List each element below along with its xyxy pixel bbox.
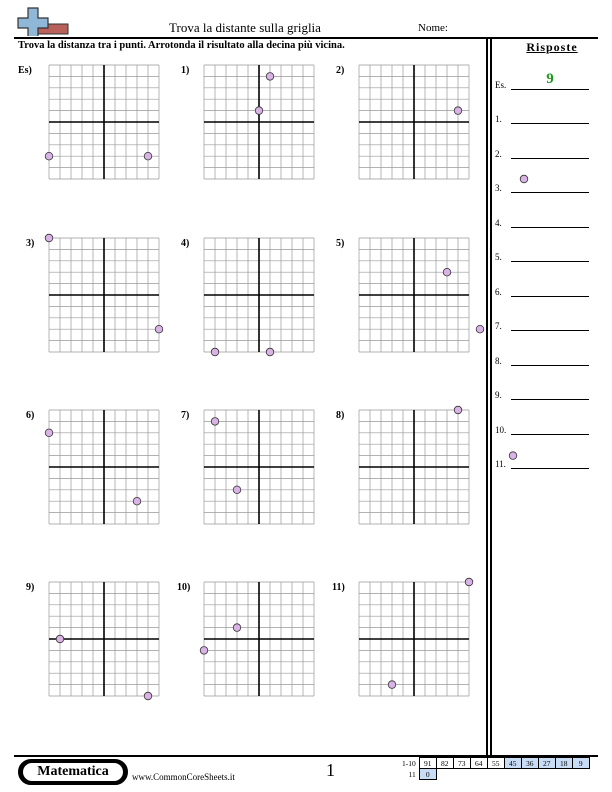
answer-key-cell: 45 — [504, 758, 521, 769]
plotted-point — [266, 73, 274, 81]
plotted-point — [155, 325, 163, 333]
problem-label: 5) — [336, 238, 345, 249]
answer-key-cell: 73 — [453, 758, 470, 769]
answer-line[interactable] — [511, 296, 589, 297]
website-link[interactable]: www.CommonCoreSheets.it — [132, 772, 235, 782]
answer-label: 9. — [495, 390, 502, 400]
plotted-point — [45, 429, 53, 437]
plotted-point — [443, 268, 451, 276]
answer-field-2[interactable] — [495, 145, 595, 159]
column-divider — [490, 37, 492, 755]
answer-key-cell: 27 — [538, 758, 555, 769]
coordinate-grid — [49, 65, 161, 181]
plotted-point — [144, 152, 152, 160]
plotted-point — [476, 325, 484, 333]
plotted-point — [211, 418, 219, 426]
answer-key-row-label: 1-10 — [402, 758, 416, 768]
coordinate-grid — [204, 238, 316, 354]
plotted-point — [388, 681, 396, 689]
coordinate-grid — [49, 582, 161, 698]
answer-label: 6. — [495, 287, 502, 297]
answer-field-5[interactable] — [495, 248, 595, 262]
answer-field-4[interactable] — [495, 214, 595, 228]
answer-field-1[interactable] — [495, 110, 595, 124]
plotted-point — [266, 348, 274, 356]
problem-label: 4) — [181, 238, 190, 249]
plotted-point — [233, 624, 241, 632]
answer-key-row — [400, 758, 589, 769]
coordinate-grid — [359, 238, 471, 354]
plotted-point — [144, 692, 152, 700]
answer-label: 4. — [495, 218, 502, 228]
answers-title: Risposte — [526, 40, 578, 54]
problem-label: 6) — [26, 410, 35, 421]
answer-label: 1. — [495, 114, 502, 124]
brand-text: Matematica — [23, 763, 123, 781]
answer-field-10[interactable] — [495, 421, 595, 435]
answer-example — [495, 71, 595, 90]
answer-line[interactable] — [511, 123, 589, 124]
plotted-point — [454, 406, 462, 414]
answer-field-3[interactable] — [495, 179, 595, 193]
plotted-point — [233, 486, 241, 494]
answer-line[interactable] — [511, 261, 589, 262]
plotted-point — [56, 635, 64, 643]
answer-line[interactable] — [511, 158, 589, 159]
brand-badge — [18, 759, 128, 785]
header-divider — [14, 37, 598, 39]
plotted-point — [454, 107, 462, 115]
answer-key-cell: 36 — [521, 758, 538, 769]
answer-line[interactable] — [511, 227, 589, 228]
coordinate-grid — [49, 410, 161, 526]
plotted-point — [520, 175, 528, 183]
answer-key-row-label: 11 — [408, 769, 416, 779]
answer-value: 9 — [546, 71, 554, 87]
problem-label: 7) — [181, 410, 190, 421]
name-label: Nome: — [418, 22, 448, 34]
coordinate-grid — [204, 65, 316, 181]
plotted-point — [509, 452, 517, 460]
answer-field-9[interactable] — [495, 386, 595, 400]
column-divider — [486, 37, 488, 755]
answer-label: 10. — [495, 425, 507, 435]
page-title: Trova la distante sulla griglia — [169, 20, 321, 35]
answer-label: Es. — [495, 80, 507, 90]
problem-label: 2) — [336, 65, 345, 76]
coordinate-grid — [204, 582, 316, 698]
plotted-point — [45, 152, 53, 160]
answer-line[interactable] — [511, 365, 589, 366]
answer-key-cell: 18 — [555, 758, 572, 769]
coordinate-grid — [359, 65, 471, 181]
plotted-point — [255, 107, 263, 115]
problem-label: 9) — [26, 582, 35, 593]
problem-label: 3) — [26, 238, 35, 249]
answer-key-row — [400, 769, 589, 780]
answer-key-cell: 91 — [419, 758, 436, 769]
problem-label: 1) — [181, 65, 190, 76]
problem-label: 10) — [177, 582, 191, 593]
answer-label: 8. — [495, 356, 502, 366]
answer-field-8[interactable] — [495, 352, 595, 366]
page-number: 1 — [326, 760, 335, 780]
problem-label: 8) — [336, 410, 345, 421]
plotted-point — [465, 578, 473, 586]
coordinate-grid — [49, 238, 161, 354]
answer-key-cell: 9 — [572, 758, 589, 769]
problem-label: 11) — [332, 582, 345, 593]
answer-label: 11. — [495, 459, 506, 469]
answer-label: 7. — [495, 321, 502, 331]
plotted-point — [133, 497, 141, 505]
answer-label: 5. — [495, 252, 502, 262]
problem-label: Es) — [18, 65, 32, 76]
plotted-point — [200, 647, 208, 655]
answer-key-table — [400, 757, 590, 780]
answer-key-cell: 82 — [436, 758, 453, 769]
answer-line[interactable] — [511, 192, 589, 193]
answer-line[interactable] — [511, 468, 589, 469]
answer-label: 2. — [495, 149, 502, 159]
answer-key-cell: 64 — [470, 758, 487, 769]
answer-line[interactable] — [511, 434, 589, 435]
answer-line[interactable] — [511, 330, 589, 331]
plotted-point — [45, 234, 53, 242]
answer-label: 3. — [495, 183, 502, 193]
instructions: Trova la distanza tra i punti. Arrotonda il risultato alla decina più vicina. — [18, 40, 345, 51]
coordinate-grid — [204, 410, 316, 526]
answer-field-7[interactable] — [495, 317, 595, 331]
answer-field-6[interactable] — [495, 283, 595, 297]
answer-key-cell: 0 — [419, 769, 436, 780]
plotted-point — [211, 348, 219, 356]
answer-line[interactable] — [511, 399, 589, 400]
coordinate-grid — [359, 582, 471, 698]
answer-key-cell: 55 — [487, 758, 504, 769]
answer-line — [511, 89, 589, 90]
coordinate-grid — [359, 410, 471, 526]
